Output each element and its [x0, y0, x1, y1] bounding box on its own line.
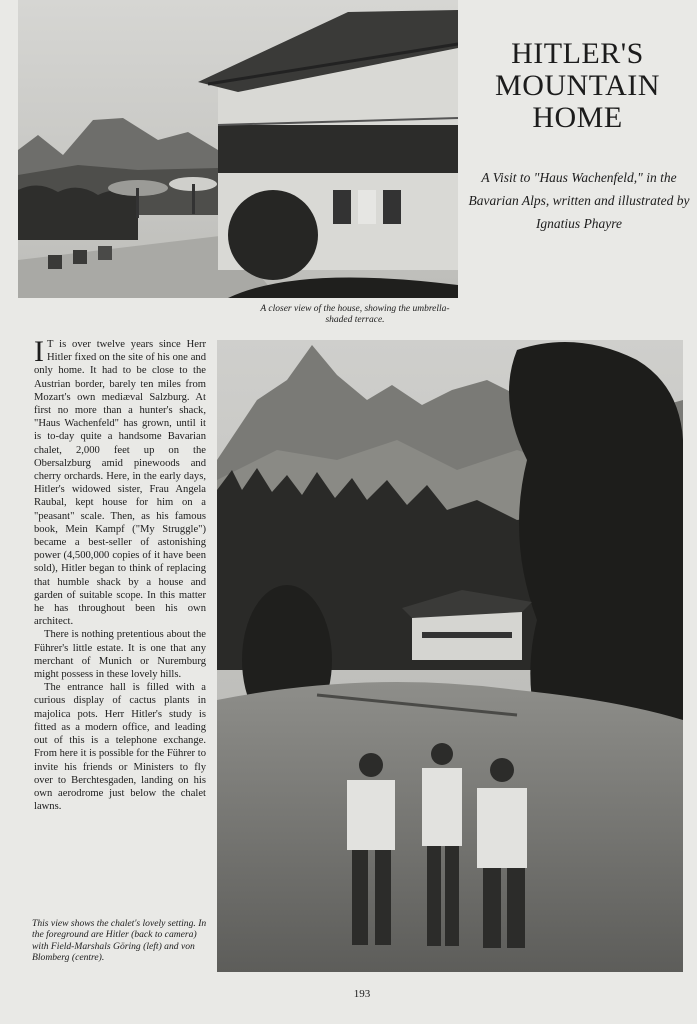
title-line-2: MOUNTAIN: [495, 69, 660, 102]
body-paragraph-1: [34, 335, 206, 628]
title-line-1: HITLER'S: [511, 37, 644, 70]
chalet-terrace-illustration: [18, 0, 458, 298]
body-paragraph-3: The entrance hall is filled with a curious display of cactus plants in majolica pots. Herr Hitler's study is fitted as a modern office, and leading out of this is a telephone exchange. From here it is possible for the Führer to invite his friends or Ministers to fly over to Berchtesgaden, landing on his own aerodrome just below the chalet lawns.: [34, 682, 206, 813]
title-line-3: HOME: [532, 101, 623, 134]
main-photo-caption: This view shows the chalet's lovely setting. In the foreground are Hitler (back to camera) with Field-Marshals Göring (left) and von Blomberg (centre).: [32, 918, 207, 964]
mountain-landscape-photo: [217, 340, 683, 972]
page-number: 193: [353, 988, 371, 1000]
article-subtitle: A Visit to "Haus Wachenfeld," in the Bavarian Alps, written and illustrated by Ignatius Phayre: [468, 170, 690, 231]
chalet-terrace-photo: [18, 0, 458, 298]
article-body: [34, 335, 206, 813]
mountain-landscape-illustration: [217, 340, 683, 972]
body-paragraph-2: There is nothing pretentious about the Führer's little estate. It is one that any merchant of Munich or Nuremburg might possess in these lovely hills.: [34, 629, 206, 681]
article-title: [470, 38, 685, 134]
top-photo-caption: A closer view of the house, showing the umbrella-shaded terrace.: [260, 304, 450, 325]
body-paragraph-1-text: T is over twelve years since Herr Hitler fixed on the site of his one and only home. It had to be close to the Austrian border, barely ten miles from Mozart's own mediæval Salzburg. At first no more than a hunter's shack, "Haus Wachenfeld" has grown, until it is to-day quite a handsome Bavarian chalet, 2,000 feet up on the Obersalzburg amid pinewoods and cherry orchards. Here, in the early days, Hitler's widowed sister, Frau Angela Raubal, kept house for him on a "peasant" scale. Then, as his famous book, Mein Kampf ("My Struggle") became a best-seller of astonishing power (4,500,000 copies of it have been sold), Hitler began to think of replacing that humble shack by a house and garden of suitable scope. In this matter he has throughout been his own architect.: [34, 339, 206, 628]
drop-cap: I: [34, 335, 44, 368]
